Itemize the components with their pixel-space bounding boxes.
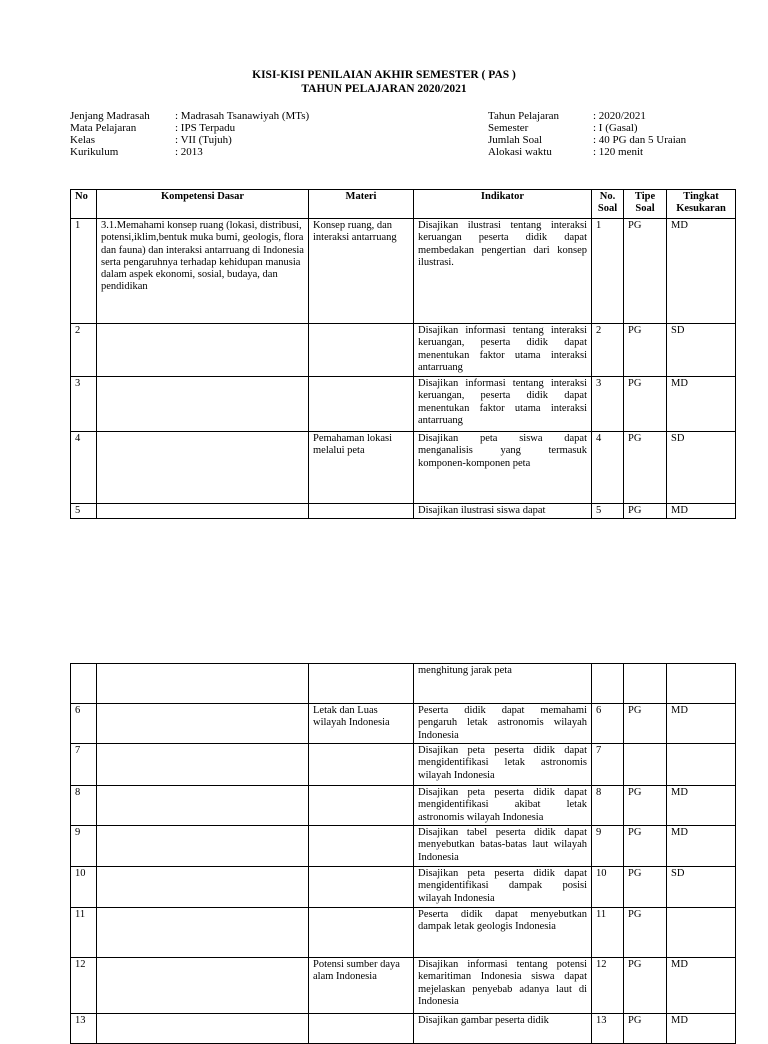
table-row <box>71 908 736 958</box>
cell-materi <box>309 744 414 786</box>
cell-materi <box>309 867 414 908</box>
cell-indikator: Disajikan peta peserta didik dapat mengidentifikasi letak astronomis wilayah Indonesia <box>414 744 592 786</box>
cell-tingkat-kesukaran <box>667 908 736 958</box>
cell-kompetensi-dasar <box>97 324 309 377</box>
cell-tipe-soal: PG <box>624 377 667 432</box>
cell-no-soal: 11 <box>592 908 624 958</box>
table-row <box>71 704 736 744</box>
meta-value: : I (Gasal) <box>593 122 638 134</box>
cell-tingkat-kesukaran <box>667 664 736 704</box>
table-row <box>71 744 736 786</box>
cell-materi <box>309 908 414 958</box>
meta-value: : 40 PG dan 5 Uraian <box>593 134 687 146</box>
header-materi: Materi <box>309 190 414 219</box>
cell-tipe-soal: PG <box>624 324 667 377</box>
cell-tipe-soal: PG <box>624 704 667 744</box>
cell-indikator: Disajikan peta peserta didik dapat mengidentifikasi dampak posisi wilayah Indonesia <box>414 867 592 908</box>
cell-materi <box>309 826 414 867</box>
meta-row <box>488 122 686 134</box>
cell-materi: Letak dan Luas wilayah Indonesia <box>309 704 414 744</box>
cell-kompetensi-dasar <box>97 826 309 867</box>
cell-no: 10 <box>71 867 97 908</box>
meta-row <box>70 122 309 134</box>
header-kompetensi-dasar: Kompetensi Dasar <box>97 190 309 219</box>
meta-left <box>70 110 309 158</box>
table-row <box>71 958 736 1014</box>
cell-no: 8 <box>71 786 97 826</box>
table-row <box>71 867 736 908</box>
cell-kompetensi-dasar <box>97 432 309 504</box>
cell-tingkat-kesukaran: MD <box>667 786 736 826</box>
cell-no: 3 <box>71 377 97 432</box>
table-row <box>71 1014 736 1044</box>
cell-tipe-soal: PG <box>624 432 667 504</box>
cell-kompetensi-dasar <box>97 958 309 1014</box>
cell-tipe-soal: PG <box>624 958 667 1014</box>
cell-no: 12 <box>71 958 97 1014</box>
grid-table-page2 <box>70 663 736 1044</box>
table-body-page1 <box>71 219 736 519</box>
cell-tingkat-kesukaran: SD <box>667 432 736 504</box>
meta-row <box>488 146 686 158</box>
meta-label: Mata Pelajaran <box>70 122 137 134</box>
cell-indikator: Disajikan tabel peserta didik dapat menyebutkan batas-batas laut wilayah Indonesia <box>414 826 592 867</box>
cell-no: 5 <box>71 504 97 519</box>
meta-label: Jumlah Soal <box>488 134 543 146</box>
cell-tingkat-kesukaran: SD <box>667 324 736 377</box>
cell-no-soal: 2 <box>592 324 624 377</box>
meta-row <box>70 146 309 158</box>
cell-tipe-soal: PG <box>624 1014 667 1044</box>
cell-no: 9 <box>71 826 97 867</box>
cell-materi: Pemahaman lokasi melalui peta <box>309 432 414 504</box>
header-tingkat-kesukaran: Tingkat Kesukaran <box>667 190 736 219</box>
cell-no <box>71 664 97 704</box>
table-row <box>71 826 736 867</box>
header-tipe-soal: Tipe Soal <box>624 190 667 219</box>
cell-tipe-soal <box>624 664 667 704</box>
cell-materi <box>309 786 414 826</box>
cell-kompetensi-dasar <box>97 377 309 432</box>
cell-materi <box>309 504 414 519</box>
cell-indikator: Peserta didik dapat menyebutkan dampak letak geologis Indonesia <box>414 908 592 958</box>
cell-indikator: Disajikan informasi tentang interaksi keruangan, peserta didik dapat menentukan faktor utama interaksi antarruang <box>414 377 592 432</box>
cell-tipe-soal <box>624 744 667 786</box>
cell-no: 7 <box>71 744 97 786</box>
cell-tingkat-kesukaran: MD <box>667 219 736 324</box>
cell-tingkat-kesukaran: MD <box>667 958 736 1014</box>
meta-row <box>70 134 309 146</box>
cell-no-soal <box>592 664 624 704</box>
cell-no-soal: 12 <box>592 958 624 1014</box>
table-row <box>71 664 736 704</box>
meta-row <box>488 110 686 122</box>
meta-row <box>70 110 309 122</box>
cell-materi <box>309 1014 414 1044</box>
meta-value: : IPS Terpadu <box>175 122 236 134</box>
meta-label: Kelas <box>70 134 96 146</box>
cell-no: 13 <box>71 1014 97 1044</box>
cell-no-soal: 13 <box>592 1014 624 1044</box>
header-indikator: Indikator <box>414 190 592 219</box>
meta-label: Semester <box>488 122 529 134</box>
cell-no-soal: 9 <box>592 826 624 867</box>
table-header-row <box>71 190 736 219</box>
header-no: No <box>71 190 97 219</box>
cell-kompetensi-dasar: 3.1.Memahami konsep ruang (lokasi, distribusi, potensi,iklim,bentuk muka bumi, geologis, flora dan fauna) dan interaksi antarruang di Indonesia serta pengaruhnya terhadap kehidupan manusia dalam aspek ekonomi, sosial, budaya, dan pendidikan <box>97 219 309 324</box>
cell-no-soal: 4 <box>592 432 624 504</box>
cell-kompetensi-dasar <box>97 744 309 786</box>
cell-no: 6 <box>71 704 97 744</box>
table-row <box>71 377 736 432</box>
meta-row <box>488 134 686 146</box>
cell-no-soal: 8 <box>592 786 624 826</box>
cell-no-soal: 1 <box>592 219 624 324</box>
cell-materi: Potensi sumber daya alam Indonesia <box>309 958 414 1014</box>
cell-tipe-soal: PG <box>624 867 667 908</box>
header-no-soal: No. Soal <box>592 190 624 219</box>
cell-indikator: Disajikan peta siswa dapat menganalisis yang termasuk komponen-komponen peta <box>414 432 592 504</box>
cell-materi <box>309 664 414 704</box>
meta-value: : 120 menit <box>593 146 644 158</box>
table-row <box>71 786 736 826</box>
cell-tingkat-kesukaran <box>667 744 736 786</box>
meta-value: : 2013 <box>175 146 203 158</box>
cell-tipe-soal: PG <box>624 826 667 867</box>
cell-no-soal: 3 <box>592 377 624 432</box>
document-title: KISI-KISI PENILAIAN AKHIR SEMESTER ( PAS ) <box>252 69 516 81</box>
meta-label: Jenjang Madrasah <box>70 110 150 122</box>
cell-kompetensi-dasar <box>97 867 309 908</box>
cell-indikator: Disajikan informasi tentang interaksi keruangan, peserta didik dapat menentukan faktor utama interaksi antarruang <box>414 324 592 377</box>
cell-no: 4 <box>71 432 97 504</box>
meta-value: : VII (Tujuh) <box>175 134 232 146</box>
cell-tingkat-kesukaran: MD <box>667 504 736 519</box>
cell-indikator: Disajikan gambar peserta didik <box>414 1014 592 1044</box>
cell-tingkat-kesukaran: MD <box>667 377 736 432</box>
table-row <box>71 219 736 324</box>
cell-indikator: Peserta didik dapat memahami pengaruh letak astronomis wilayah Indonesia <box>414 704 592 744</box>
cell-tingkat-kesukaran: MD <box>667 1014 736 1044</box>
cell-kompetensi-dasar <box>97 1014 309 1044</box>
meta-value: : Madrasah Tsanawiyah (MTs) <box>175 110 310 122</box>
grid-table-page1 <box>70 189 736 519</box>
meta-value: : 2020/2021 <box>593 110 646 122</box>
cell-tipe-soal: PG <box>624 908 667 958</box>
cell-no: 2 <box>71 324 97 377</box>
document-subtitle: TAHUN PELAJARAN 2020/2021 <box>301 83 467 95</box>
cell-indikator: Disajikan informasi tentang potensi kemaritiman Indonesia siswa dapat mejelaskan penyebab adanya laut di Indonesia <box>414 958 592 1014</box>
cell-no-soal: 7 <box>592 744 624 786</box>
cell-kompetensi-dasar <box>97 786 309 826</box>
cell-no-soal: 5 <box>592 504 624 519</box>
meta-label: Alokasi waktu <box>488 146 552 158</box>
cell-no-soal: 6 <box>592 704 624 744</box>
meta-label: Tahun Pelajaran <box>488 110 560 122</box>
cell-tipe-soal: PG <box>624 786 667 826</box>
table-row <box>71 324 736 377</box>
cell-no-soal: 10 <box>592 867 624 908</box>
cell-indikator: Disajikan ilustrasi tentang interaksi keruangan peserta didik dapat membedakan pengertian dari konsep ilustrasi. <box>414 219 592 324</box>
cell-kompetensi-dasar <box>97 504 309 519</box>
cell-tingkat-kesukaran: SD <box>667 867 736 908</box>
meta-label: Kurikulum <box>70 146 119 158</box>
cell-kompetensi-dasar <box>97 908 309 958</box>
cell-materi <box>309 324 414 377</box>
table-body-page2 <box>71 664 736 1044</box>
cell-kompetensi-dasar <box>97 664 309 704</box>
cell-indikator: menghitung jarak peta <box>414 664 592 704</box>
cell-materi <box>309 377 414 432</box>
meta-right <box>488 110 686 158</box>
cell-tingkat-kesukaran: MD <box>667 826 736 867</box>
cell-tipe-soal: PG <box>624 504 667 519</box>
cell-tipe-soal: PG <box>624 219 667 324</box>
cell-kompetensi-dasar <box>97 704 309 744</box>
cell-no: 11 <box>71 908 97 958</box>
cell-materi: Konsep ruang, dan interaksi antarruang <box>309 219 414 324</box>
table-row <box>71 432 736 504</box>
cell-tingkat-kesukaran: MD <box>667 704 736 744</box>
cell-no: 1 <box>71 219 97 324</box>
cell-indikator: Disajikan peta peserta didik dapat mengidentifikasi akibat letak astronomis wilayah Indonesia <box>414 786 592 826</box>
table-row <box>71 504 736 519</box>
cell-indikator: Disajikan ilustrasi siswa dapat <box>414 504 592 519</box>
